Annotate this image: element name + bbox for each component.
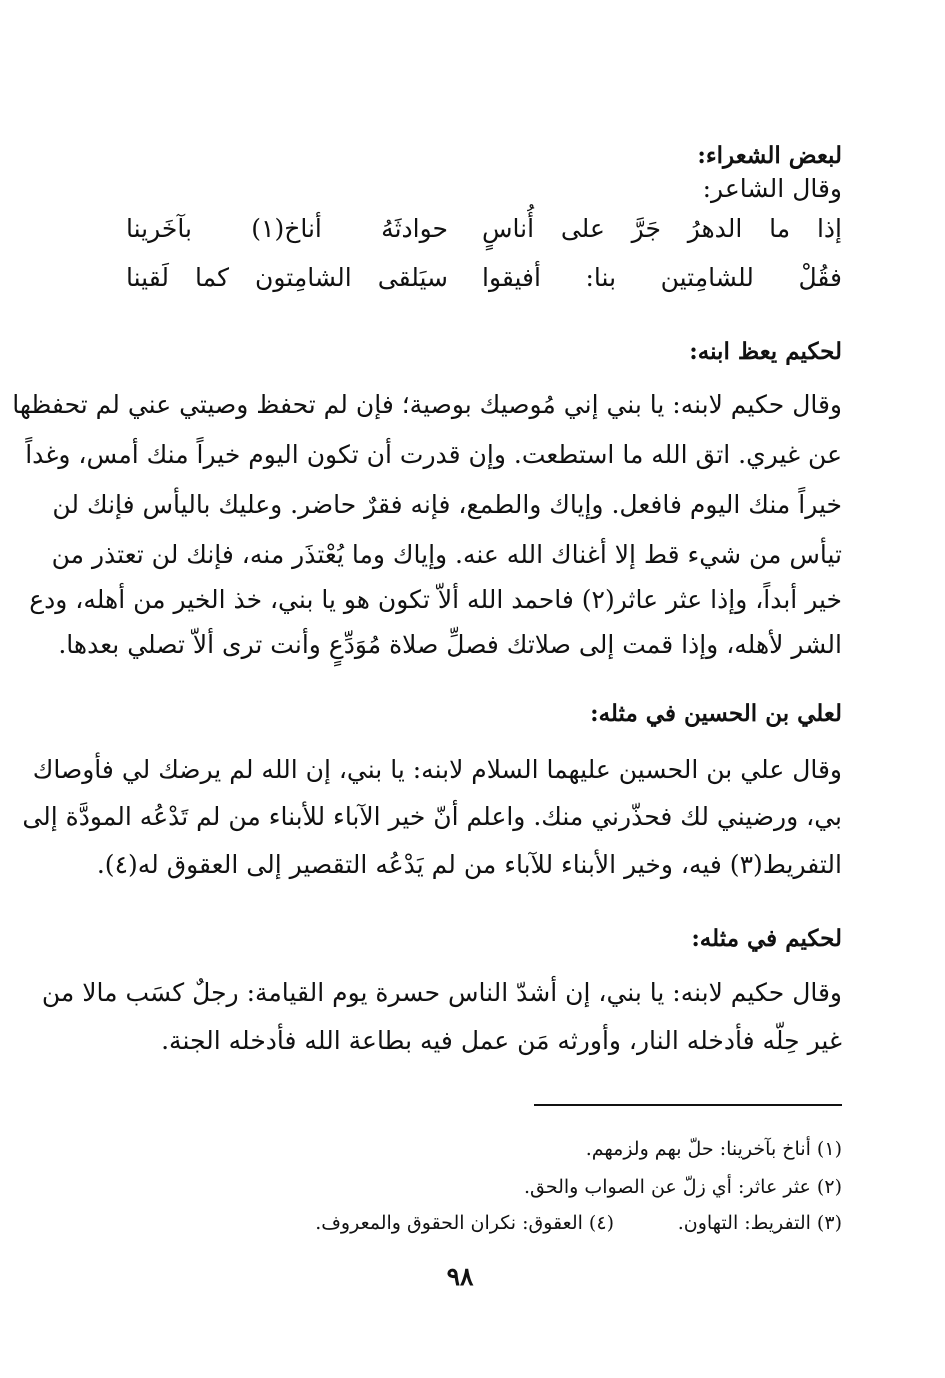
paragraph-line: وقال حكيم لابنه: يا بني، إن أشدّ الناس حسرة يوم القيامة: رجلٌ كسَب مالا من xyxy=(41,978,842,1007)
section-heading-wise-similar: لحكيم في مثله: xyxy=(691,925,842,952)
section-heading-poets: لبعض الشعراء: xyxy=(697,142,842,169)
paragraph-line: تيأس من شيء قط إلا أغناك الله عنه. وإياك وما يُعْتذَر منه، فإنك لن تعتذر من xyxy=(51,540,842,569)
paragraph-line: بي، ورضيني لك فحذّرني منك. واعلم أنّ خير الآباء للأبناء من لم تَدْعُه المودَّة إلى xyxy=(22,802,842,831)
footnote-1: (١) أناخ بآخرينا: حلّ بهم ولزمهم. xyxy=(585,1138,842,1160)
paragraph-line: غير حِلّه فأدخله النار، وأورثه مَن عمل فيه بطاعة الله فأدخله الجنة. xyxy=(161,1026,842,1055)
paragraph-line: خير أبداً، وإذا عثر عاثر(٢) فاحمد الله ألاّ تكون هو يا بني، خذ الخير من أهله، ودع xyxy=(29,585,842,614)
verse-2-second-hemistich: سيَلقى الشامِتون كما لَقينا xyxy=(126,263,448,292)
section-heading-ali: لعلي بن الحسين في مثله: xyxy=(590,700,842,727)
footnote-divider xyxy=(534,1104,842,1106)
paragraph-line: التفريط(٣) فيه، وخير الأبناء للآباء من لم يَدْعُه التقصير إلى العقوق له(٤). xyxy=(96,850,842,879)
footnote-2: (٢) عثر عاثر: أي زلّ عن الصواب والحق. xyxy=(523,1176,842,1198)
poet-intro: وقال الشاعر: xyxy=(702,174,842,203)
paragraph-line: وقال علي بن الحسين عليهما السلام لابنه: يا بني، إن الله لم يرضك لي فأوصاك xyxy=(32,755,842,784)
footnote-3: (٣) التفريط: التهاون. xyxy=(677,1212,842,1234)
paragraph-line: الشر لأهله، وإذا قمت إلى صلاتك فصلِّ صلاة مُوَدِّعٍ وأنت ترى ألاّ تصلي بعدها. xyxy=(58,630,842,659)
verse-1-first-hemistich: إذا ما الدهرُ جَرَّ على أُناسٍ xyxy=(482,214,842,243)
paragraph-line: وقال حكيم لابنه: يا بني إني مُوصيك بوصية؛ فإن لم تحفظ وصيتي عني لم تحفظها xyxy=(12,390,842,419)
paragraph-line: عن غيري. اتق الله ما استطعت. وإن قدرت أن تكون اليوم خيراً منك أمس، وغداً xyxy=(25,440,842,469)
verse-2-first-hemistich: فقُلْ للشامِتين بنا: أفيقوا xyxy=(482,263,842,292)
section-heading-wise-son: لحكيم يعظ ابنه: xyxy=(689,338,842,365)
footnote-4: (٤) العقوق: نكران الحقوق والمعروف. xyxy=(315,1212,614,1234)
verse-1-second-hemistich: حوادثَهُ أناخ(١) بآخَرينا xyxy=(126,214,448,243)
paragraph-line: خيراً منك اليوم فافعل. وإياك والطمع، فإنه فقرٌ حاضر. وعليك باليأس فإنك لن xyxy=(52,490,842,519)
page-number: ٩٨ xyxy=(446,1262,474,1291)
book-page xyxy=(12,0,842,1378)
